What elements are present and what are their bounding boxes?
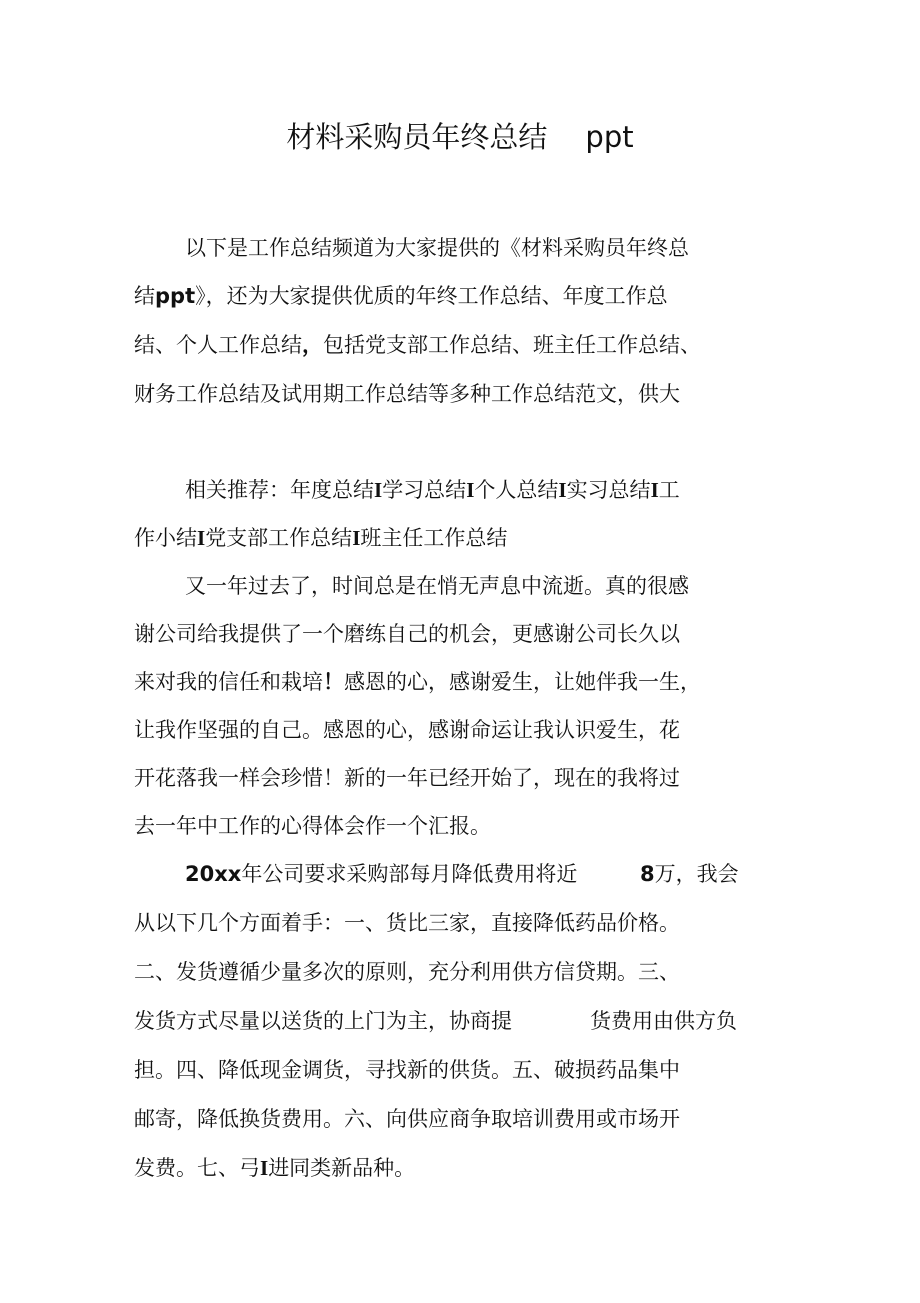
intro-line-3: 结、个人工作总结，包括党支部工作总结、班主任工作总结、	[134, 333, 701, 357]
related-item: 党支部工作总结	[205, 526, 353, 550]
intro-line-1: 以下是工作总结频道为大家提供的《材料采购员年终总	[185, 236, 689, 260]
title-suffix: ppt	[585, 120, 634, 154]
para1-line-1: 又一年过去了，时间总是在悄无声息中流逝。真的很感	[185, 574, 689, 598]
para2-line-1a: 20xx年公司要求采购部每月降低费用将近	[185, 862, 578, 886]
para1-line-2: 谢公司给我提供了一个磨练自己的机会，更感谢公司长久以	[134, 622, 680, 646]
para2-line-6: 邮寄，降低换货费用。六、向供应商争取培训费用或市场开	[134, 1107, 680, 1131]
related-line-1: 相关推荐：年度总结I学习总结I个人总结I实习总结I工	[185, 478, 680, 502]
related-item: 学习总结	[382, 478, 467, 502]
para2-line-1b: 8万，我会	[640, 862, 739, 886]
para2-line-4b: 货费用由供方负	[590, 1009, 737, 1033]
related-line-2: 作小结I党支部工作总结I班主任工作总结	[134, 526, 508, 550]
related-item: 实习总结	[566, 478, 651, 502]
para2-line-4a: 发货方式尽量以送货的上门为主，协商提	[134, 1009, 512, 1033]
related-item: 个人总结	[474, 478, 559, 502]
para2-line-3: 二、发货遵循少量多次的原则，充分利用供方信贷期。三、	[134, 960, 680, 984]
intro-line-2: 结ppt》，还为大家提供优质的年终工作总结、年度工作总	[134, 284, 668, 308]
para1-line-6: 去一年中工作的心得体会作一个汇报。	[134, 814, 491, 838]
title-main: 材料采购员年终总结	[286, 120, 548, 154]
para2-line-7: 发费。七、弓I进同类新品种。	[134, 1156, 416, 1180]
para2-line-5: 担。四、降低现金调货，寻找新的供货。五、破损药品集中	[134, 1058, 680, 1082]
intro-line-4: 财务工作总结及试用期工作总结等多种工作总结范文，供大	[134, 382, 680, 406]
para2-line-2: 从以下几个方面着手：一、货比三家，直接降低药品价格。	[134, 911, 680, 935]
related-item: 年度总结	[290, 478, 374, 502]
related-item: 班主任工作总结	[360, 526, 508, 550]
para1-line-5: 开花落我一样会珍惜！新的一年已经开始了，现在的我将过	[134, 766, 680, 790]
document-title	[0, 112, 920, 162]
para1-line-3: 来对我的信任和栽培！感恩的心，感谢爱生，让她伴我一生，	[134, 670, 701, 694]
para1-line-4: 让我作坚强的自己。感恩的心，感谢命运让我认识爱生，花	[134, 718, 680, 742]
